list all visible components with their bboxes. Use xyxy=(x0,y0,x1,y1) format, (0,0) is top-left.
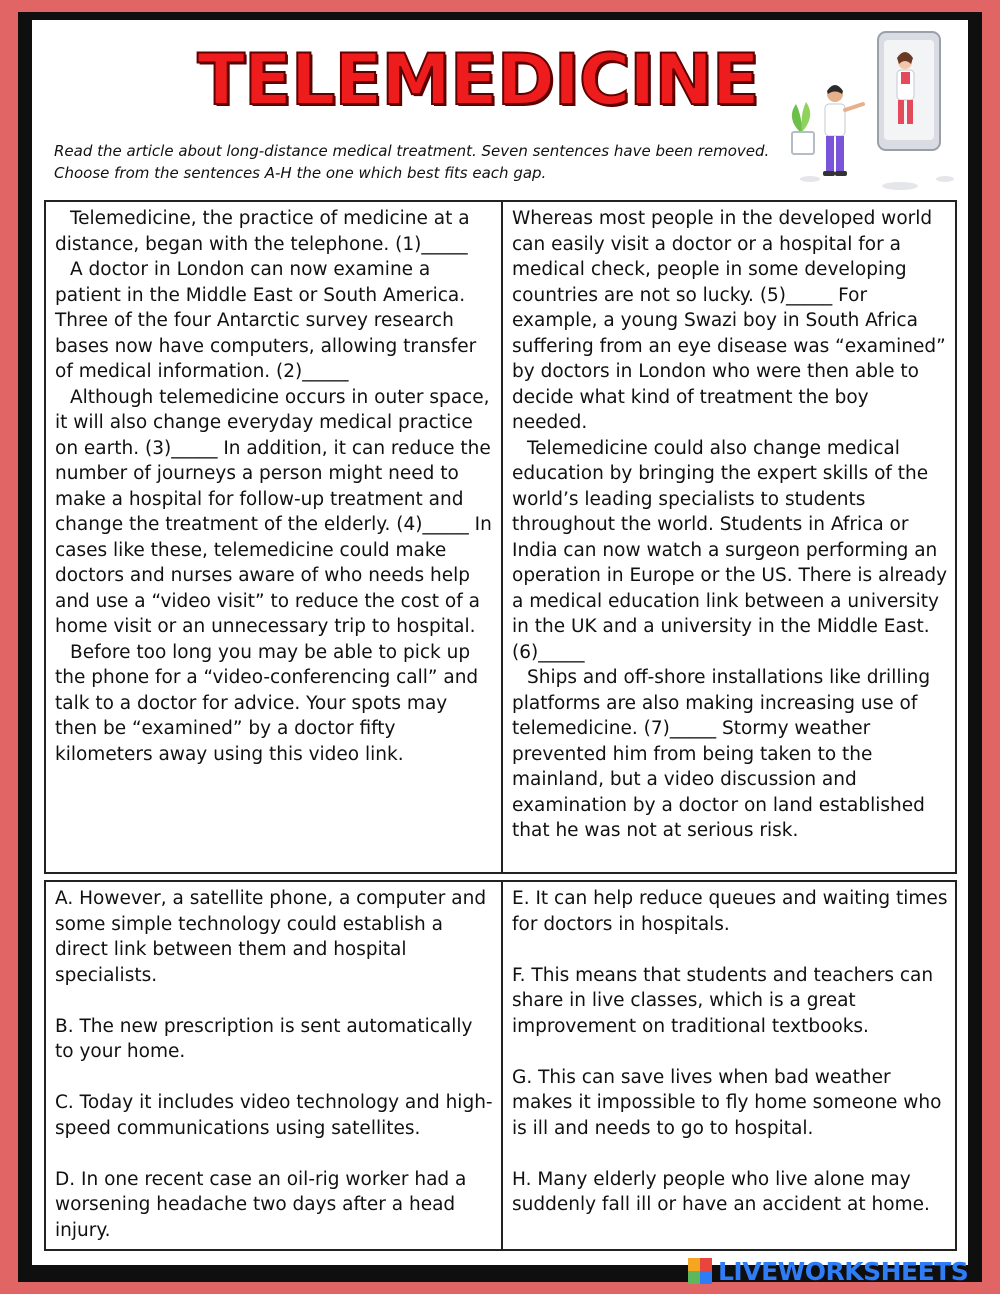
article-right-column xyxy=(512,206,948,844)
column-divider xyxy=(501,882,503,1249)
options-right-column xyxy=(512,886,948,1218)
option-h: H. Many elderly people who live alone may suddenly fall ill or have an accident at home. xyxy=(512,1168,930,1215)
article-box xyxy=(44,200,957,874)
liveworksheets-brand[interactable] xyxy=(688,1253,968,1289)
liveworksheets-logo-icon xyxy=(688,1258,712,1284)
page-title: TELEMEDICINE xyxy=(197,39,759,121)
article-left-column xyxy=(55,206,495,767)
option-e: E. It can help reduce queues and waiting times for doctors in hospitals. xyxy=(512,888,948,935)
article-paragraph: Ships and off-shore installations like drilling platforms are also making increasing use of telemedicine. (7)_____ Stormy weather prevented him from being taken to the mainland, but a video discussion and examination by a doctor on land established that he was not at serious risk. xyxy=(512,667,931,841)
logo-tile-e xyxy=(700,1271,712,1284)
column-divider xyxy=(501,202,503,872)
article-paragraph: Whereas most people in the developed world can easily visit a doctor or a hospital for a medical check, people in some developing countries are not so lucky. (5)_____ For example, a young Swazi boy in South Africa suffering from an eye disease was “examined” by doctors in London who were then able to decide what kind of treatment the boy needed. xyxy=(512,208,946,433)
option-b: B. The new prescription is sent automatically to your home. xyxy=(55,1015,473,1062)
article-paragraph: Telemedicine, the practice of medicine at a distance, began with the telephone. (1)_____ xyxy=(55,208,470,255)
option-f: F. This means that students and teachers can share in live classes, which is a great improvement on traditional textbooks. xyxy=(512,964,934,1037)
options-left-column xyxy=(55,886,495,1243)
options-box xyxy=(44,880,957,1251)
option-a: A. However, a satellite phone, a computer and some simple technology could establish a direct link between them and hospital specialists. xyxy=(55,888,487,986)
article-paragraph: A doctor in London can now examine a patient in the Middle East or South America. Three of the four Antarctic survey research bases now have computers, allowing transfer of medical information. (2)_____ xyxy=(55,259,477,382)
article-paragraph: Telemedicine could also change medical education by bringing the expert skills of the world’s leading specialists to students throughout the world. Students in Africa or India can now watch a surgeon performing an operation in Europe or the US. There is already a medical education link between a university in the UK and a university in the Middle East. (6)_____ xyxy=(512,437,948,663)
telemedicine-illustration-icon xyxy=(770,24,970,196)
logo-tile-l xyxy=(688,1258,700,1271)
option-c: C. Today it includes video technology and high-speed communications using satellites. xyxy=(55,1092,493,1139)
brand-name: LIVEWORKSHEETS xyxy=(718,1256,969,1286)
option-g: G. This can save lives when bad weather makes it impossible to fly home someone who is ill and needs to go to hospital. xyxy=(512,1066,942,1139)
article-paragraph: Although telemedicine occurs in outer space, it will also change everyday medical practice on earth. (3)_____ In addition, it can reduce the number of journeys a person might need to make a hospital for follow-up treatment and change the treatment of the elderly. (4)_____ In cases like these, telemedicine could make doctors and nurses aware of who needs help and use a “video visit” to reduce the cost of a home visit or an unnecessary trip to hospital. xyxy=(55,386,492,637)
instructions: Read the article about long-distance medical treatment. Seven sentences have been removed. Choose from the sentences A-H the one which best fits each gap. xyxy=(54,142,770,182)
article-paragraph: Before too long you may be able to pick up the phone for a “video-conferencing call” and talk to a doctor for advice. Your spots may then be “examined” by a doctor fifty kilometers away using this video link. xyxy=(55,641,479,765)
logo-tile-v xyxy=(688,1271,700,1284)
logo-tile-i xyxy=(700,1258,712,1271)
option-d: D. In one recent case an oil-rig worker had a worsening headache two days after a head injury. xyxy=(55,1168,467,1241)
